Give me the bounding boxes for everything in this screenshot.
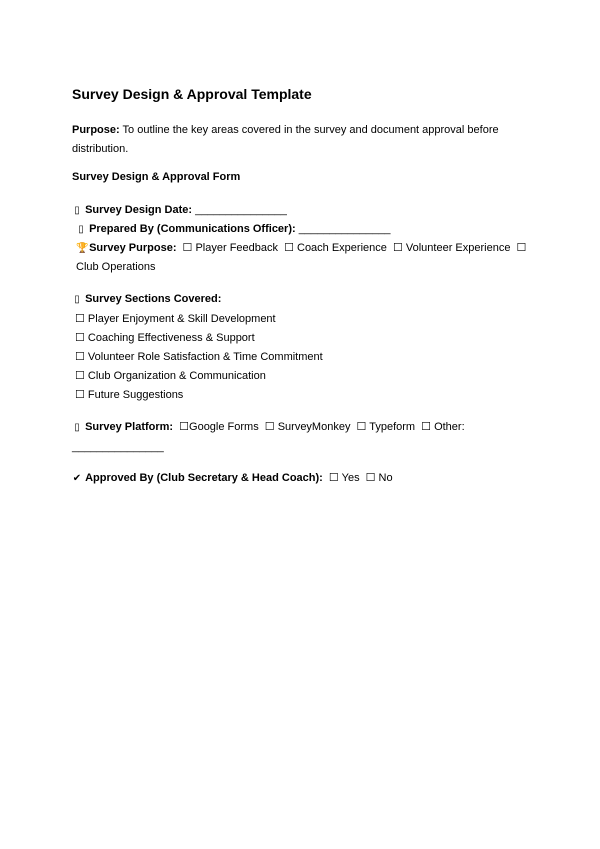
purpose-option-coach-experience[interactable]: ☐ Coach Experience bbox=[284, 242, 387, 254]
platform-label: Survey Platform: bbox=[85, 421, 174, 433]
section-item-coaching[interactable]: ☐ Coaching Effectiveness & Support bbox=[75, 332, 255, 344]
sections-label: Survey Sections Covered: bbox=[85, 293, 222, 305]
prepared-by-blank[interactable]: _______________ bbox=[298, 223, 391, 235]
form-heading: Survey Design & Approval Form bbox=[72, 171, 241, 183]
approval-option-no[interactable]: ☐ No bbox=[365, 472, 393, 484]
placeholder-box-icon: ▯ bbox=[74, 294, 80, 305]
document-title: Survey Design & Approval Template bbox=[72, 86, 312, 102]
purpose-paragraph bbox=[72, 121, 522, 159]
platform-option-other[interactable]: ☐ Other: bbox=[421, 421, 465, 433]
trophy-icon: 🏆 bbox=[76, 243, 89, 254]
purpose-option-player-feedback[interactable]: ☐ Player Feedback bbox=[182, 242, 279, 254]
design-date-row bbox=[72, 201, 287, 220]
placeholder-box-icon: ▯ bbox=[78, 224, 84, 235]
placeholder-box-icon: ▯ bbox=[74, 422, 80, 433]
approval-label: Approved By (Club Secretary & Head Coach): bbox=[85, 472, 323, 484]
purpose-text: To outline the key areas covered in the survey and document approval before distribution. bbox=[72, 124, 499, 155]
platform-other-blank[interactable]: _______________ bbox=[72, 441, 164, 453]
approval-row bbox=[72, 469, 393, 488]
section-item-organization[interactable]: ☐ Club Organization & Communication bbox=[75, 370, 266, 382]
approval-option-yes[interactable]: ☐ Yes bbox=[328, 472, 360, 484]
purpose-option-volunteer-experience[interactable]: ☐ Volunteer Experience bbox=[392, 242, 511, 254]
survey-purpose-label: Survey Purpose: bbox=[89, 242, 177, 254]
section-item-volunteer[interactable]: ☐ Volunteer Role Satisfaction & Time Commitment bbox=[75, 351, 323, 363]
purpose-option-club-operations[interactable]: ☐ Club Operations bbox=[76, 242, 527, 273]
platform-row bbox=[72, 418, 465, 437]
prepared-by-label: Prepared By (Communications Officer): bbox=[89, 223, 296, 235]
sections-heading-row bbox=[72, 290, 221, 309]
section-item-future[interactable]: ☐ Future Suggestions bbox=[75, 389, 184, 401]
design-date-blank[interactable]: _______________ bbox=[195, 204, 287, 216]
purpose-label: Purpose: bbox=[72, 124, 120, 136]
checkmark-icon: ✔ bbox=[72, 473, 82, 484]
platform-option-surveymonkey[interactable]: ☐ SurveyMonkey bbox=[264, 421, 351, 433]
section-item-enjoyment[interactable]: ☐ Player Enjoyment & Skill Development bbox=[75, 313, 276, 325]
platform-option-google-forms[interactable]: ☐Google Forms bbox=[179, 421, 259, 433]
placeholder-box-icon: ▯ bbox=[74, 205, 80, 216]
survey-purpose-row bbox=[76, 239, 528, 277]
prepared-by-row bbox=[76, 220, 390, 239]
design-date-label: Survey Design Date: bbox=[85, 204, 193, 216]
platform-option-typeform[interactable]: ☐ Typeform bbox=[356, 421, 416, 433]
